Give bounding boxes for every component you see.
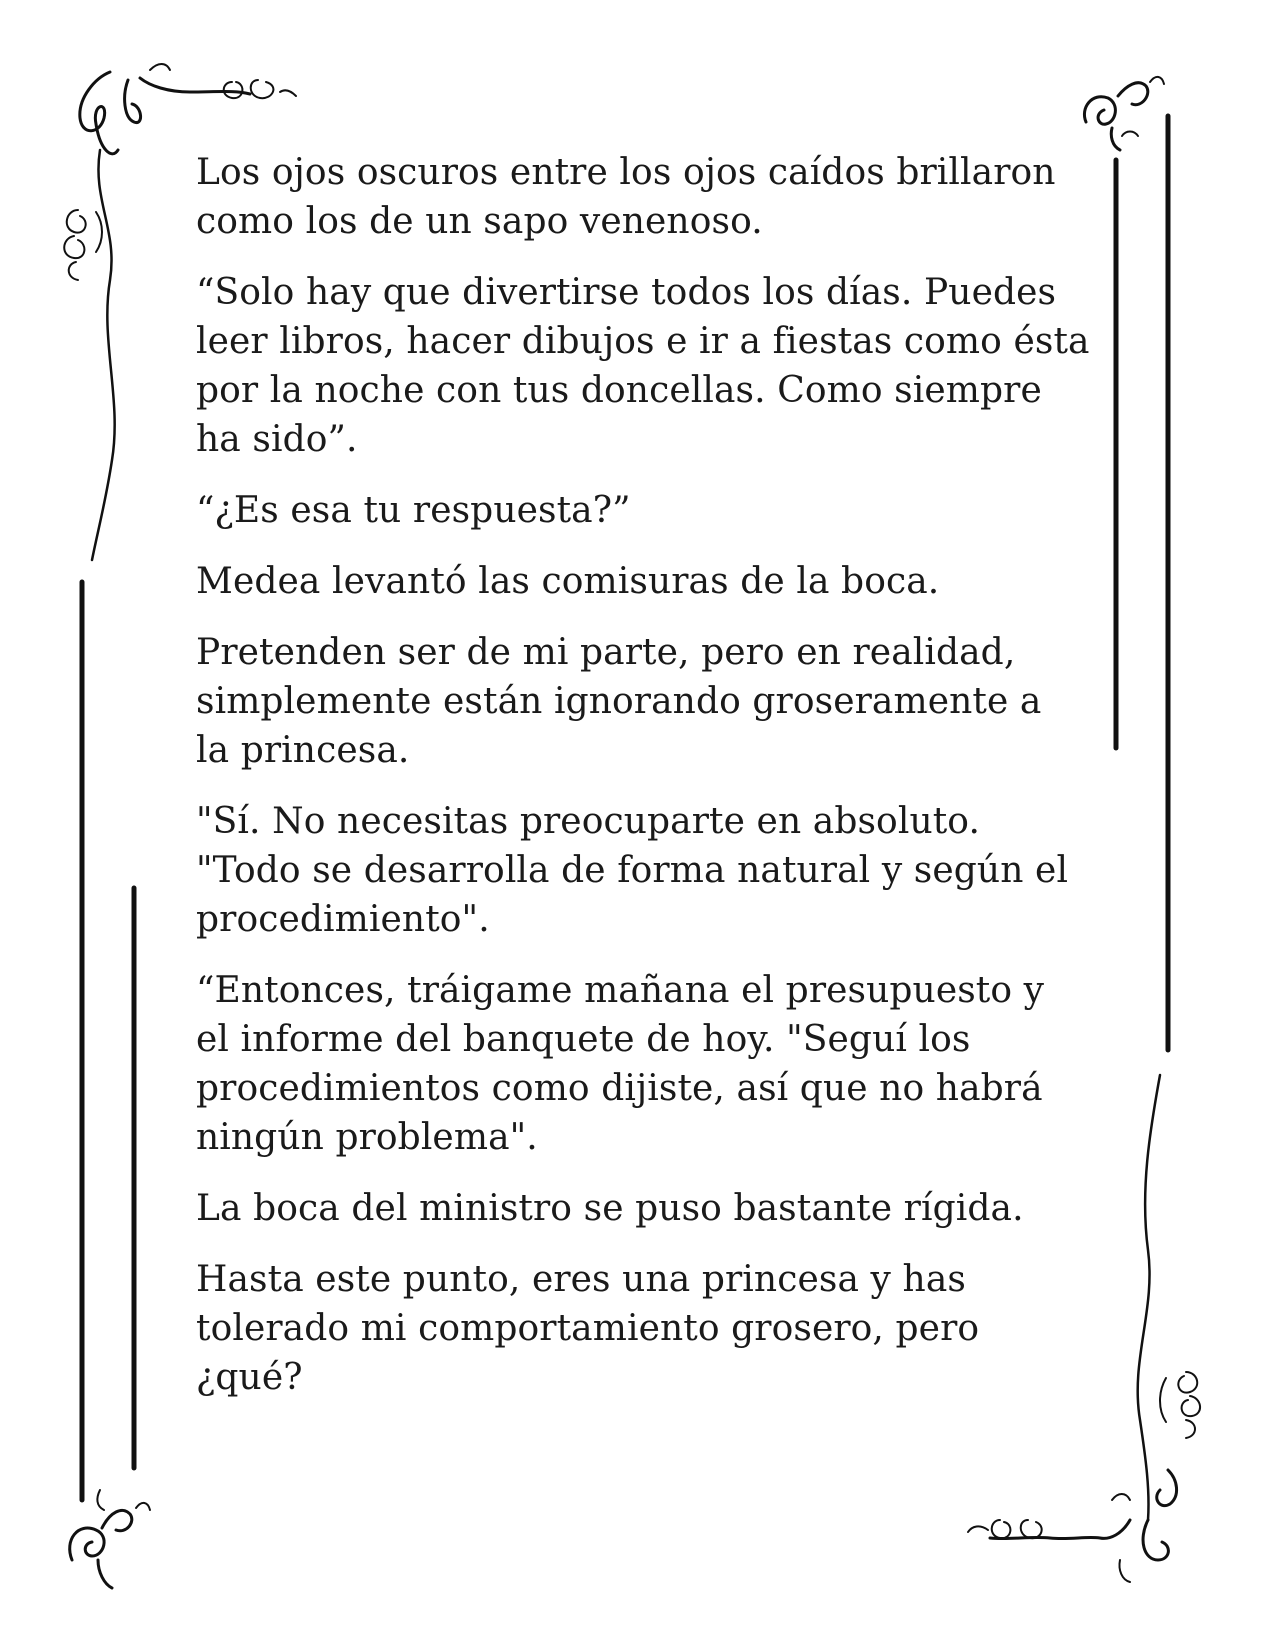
- text-line: Pretenden ser de mi parte, pero en realidad,: [196, 632, 1016, 673]
- text-line: La boca del ministro se puso bastante rígida.: [196, 1188, 1024, 1229]
- text-line: simplemente están ignorando groseramente a: [196, 681, 1042, 722]
- paragraph-9: [176, 1255, 1096, 1402]
- text-line: ha sido”.: [196, 419, 358, 460]
- text-line: tolerado mi comportamiento grosero, pero: [196, 1308, 980, 1349]
- text-line: "Sí. No necesitas preocuparte en absoluto.: [196, 801, 980, 842]
- text-line: la princesa.: [196, 730, 410, 771]
- paragraph-1: [176, 148, 1096, 246]
- paragraph-5: [176, 628, 1096, 775]
- bottom-left-flourish-ornament: [70, 1490, 150, 1588]
- text-line: como los de un sapo venenoso.: [196, 201, 763, 242]
- text-line: leer libros, hacer dibujos e ir a fiestas como ésta: [196, 321, 1090, 362]
- paragraph-6: [176, 797, 1096, 944]
- story-text-body: [176, 148, 1096, 1424]
- text-line: “Solo hay que divertirse todos los días. Puedes: [196, 272, 1057, 313]
- text-line: por la noche con tus doncellas. Como siempre: [196, 370, 1042, 411]
- text-line: “¿Es esa tu respuesta?”: [196, 490, 631, 531]
- text-line: el informe del banquete de hoy. "Seguí los: [196, 1019, 971, 1060]
- text-line: Los ojos oscuros entre los ojos caídos brillaron: [196, 152, 1056, 193]
- top-right-flourish-ornament: [1084, 77, 1164, 150]
- text-line: Hasta este punto, eres una princesa y has: [196, 1259, 966, 1300]
- text-line: procedimientos como dijiste, así que no habrá: [196, 1068, 1043, 1109]
- text-line: ¿qué?: [196, 1357, 303, 1398]
- text-line: procedimiento".: [196, 899, 490, 940]
- paragraph-3: [176, 486, 1096, 535]
- paragraph-2: [176, 268, 1096, 464]
- text-line: “Entonces, tráigame mañana el presupuesto y: [196, 970, 1045, 1011]
- paragraph-8: [176, 1184, 1096, 1233]
- paragraph-7: [176, 966, 1096, 1162]
- paragraph-4: [176, 557, 1096, 606]
- text-line: Medea levantó las comisuras de la boca.: [196, 561, 940, 602]
- text-line: ningún problema".: [196, 1117, 538, 1158]
- text-line: "Todo se desarrolla de forma natural y según el: [196, 850, 1069, 891]
